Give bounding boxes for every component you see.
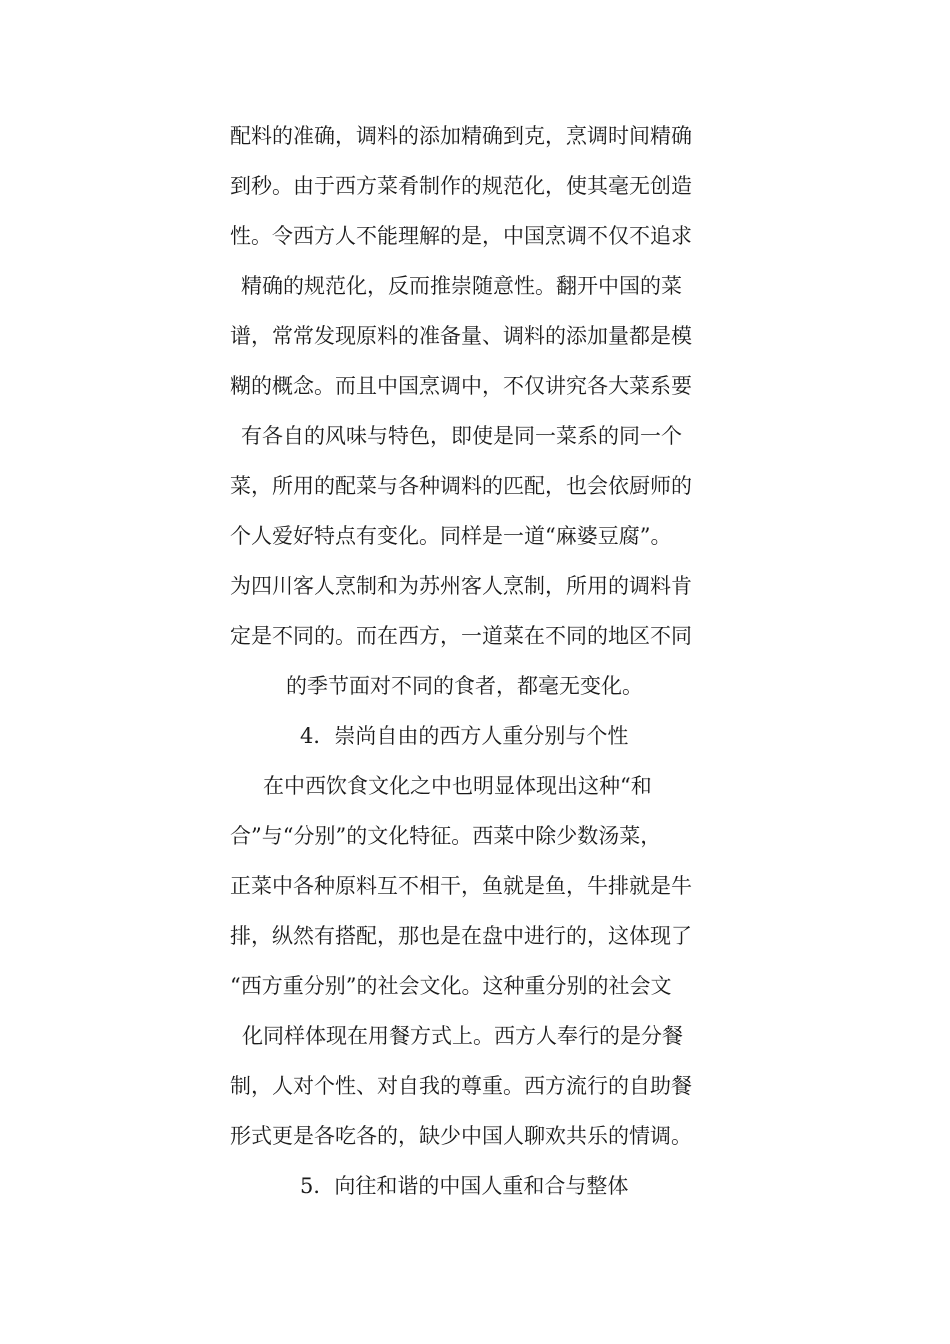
text-line: 化同样体现在用餐方式上。西方人奉行的是分餐 — [242, 1024, 683, 1048]
text-line: 菜，所用的配菜与各种调料的匹配，也会依厨师的 — [230, 474, 692, 498]
text-line: 形式更是各吃各的，缺少中国人聊欢共乐的情调。 — [230, 1124, 692, 1148]
text-line: 个人爱好特点有变化。同样是一道“麻婆豆腐”。 — [230, 524, 672, 548]
text-line: 正菜中各种原料互不相干，鱼就是鱼，牛排就是牛 — [230, 874, 692, 898]
text-line: 有各自的风味与特色，即使是同一菜系的同一个 — [241, 424, 682, 448]
text-line: 定是不同的。而在西方，一道菜在不同的地区不同 — [230, 624, 692, 648]
text-line: “西方重分别”的社会文化。这种重分别的社会文 — [230, 974, 672, 998]
text-line: 排，纵然有搭配，那也是在盘中进行的，这体现了 — [230, 924, 692, 948]
text-line: 谱，常常发现原料的准备量、调料的添加量都是模 — [230, 324, 692, 348]
text-line: 的季节面对不同的食者，都毫无变化。 — [286, 674, 643, 698]
text-line: 合”与“分别”的文化特征。西菜中除少数汤菜， — [230, 824, 662, 848]
text-line: 精确的规范化，反而推崇随意性。翻开中国的菜 — [241, 274, 682, 298]
text-line: 到秒。由于西方菜肴制作的规范化，使其毫无创造 — [230, 174, 692, 198]
text-line: 糊的概念。而且中国烹调中，不仅讲究各大菜系要 — [230, 374, 692, 398]
section-heading: 4．崇尚自由的西方人重分别与个性 — [300, 724, 629, 748]
section-heading: 5．向往和谐的中国人重和合与整体 — [300, 1174, 629, 1198]
text-line: 制，人对个性、对自我的尊重。西方流行的自助餐 — [230, 1074, 692, 1098]
text-line: 性。令西方人不能理解的是，中国烹调不仅不追求 — [230, 224, 692, 248]
text-line: 为四川客人烹制和为苏州客人烹制，所用的调料肯 — [230, 574, 692, 598]
text-line: 配料的准确，调料的添加精确到克，烹调时间精确 — [230, 124, 692, 148]
text-line: 在中西饮食文化之中也明显体现出这种“和 — [263, 774, 652, 798]
